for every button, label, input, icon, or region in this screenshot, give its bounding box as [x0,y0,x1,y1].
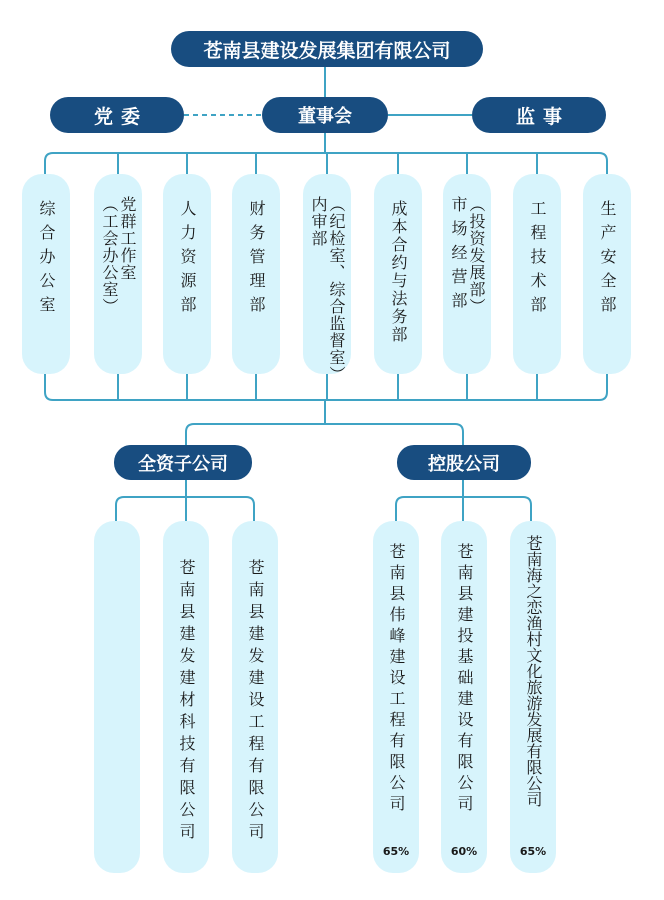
dept-internal-audit [303,174,351,383]
dept-marketing [443,174,491,374]
dept-finance-label: 财务管理部 [247,200,266,320]
dept-engineering-label: 工程技术部 [528,200,547,320]
dept-hr [163,174,211,374]
group-title: 苍南县建设发展集团有限公司 [171,31,483,67]
dept-party-masses-note: （工会办公室） [100,196,119,315]
wholly-company-materials [163,521,209,873]
holding-share-weifeng: 65% [382,845,410,858]
supervisor-box: 监事 [472,97,606,133]
dept-marketing-label: 市场经营部 [449,196,468,316]
holding-share-haizhilian: 65% [519,845,547,858]
dept-cost-legal-label: 成本合约与法务部 [389,200,408,344]
dept-general-office-label: 综合办公室 [37,200,56,320]
holding-company-jiantou-label: 苍南县建投基础建设有限公司 [455,543,474,816]
dept-general-office [22,174,70,374]
dept-finance [232,174,280,374]
dept-safety-label: 生产安全部 [598,200,617,320]
dept-cost-legal [374,174,422,374]
holding-company-haizhilian-label: 苍南海之恋渔村文化旅游发展有限公司 [524,535,543,807]
holding-label: 控股公司 [397,445,531,480]
dept-party-masses-label: 党群工作室 [118,196,137,281]
holding-company-weifeng-label: 苍南县伟峰建设工程有限公司 [387,543,406,816]
wholly-company-materials-label: 苍南县建发建材科技有限公司 [177,559,196,845]
dept-party-masses [94,174,142,374]
party-committee-box: 党委 [50,97,184,133]
wholly-company-construction-label: 苍南县建发建设工程有限公司 [246,559,265,845]
sub-split-bracket [186,424,463,445]
board-of-directors-box: 董事会 [262,97,388,133]
wholly-company-construction [232,521,278,873]
dept-internal-audit-label: 内审部 [309,196,328,247]
wholly-company-empty [94,521,140,873]
holding-company-jiantou [441,521,487,873]
dept-engineering [513,174,561,374]
dept-internal-audit-note: （纪检室、综合监督室） [327,196,346,383]
dept-safety [583,174,631,374]
holding-company-haizhilian [510,521,556,873]
holding-share-jiantou: 60% [450,845,478,858]
dept-hr-label: 人力资源部 [178,200,197,320]
holding-company-weifeng [373,521,419,873]
dept-marketing-note: （投资发展部） [467,196,486,315]
wholly-owned-label: 全资子公司 [114,445,252,480]
